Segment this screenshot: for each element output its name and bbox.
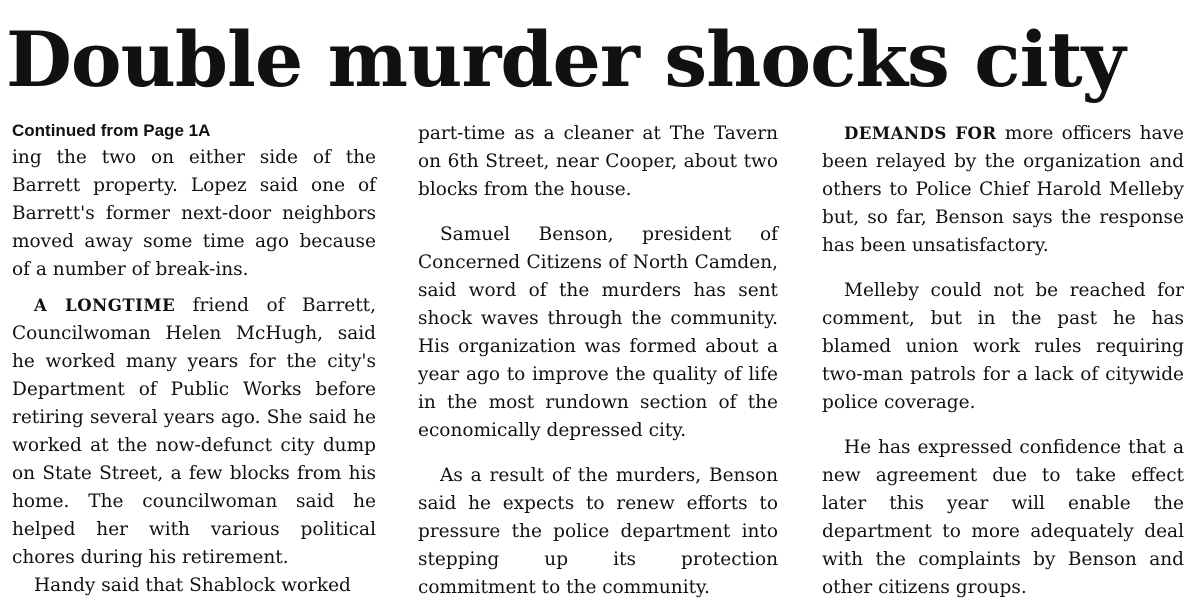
- paragraph: [12, 572, 376, 600]
- paragraph-text: friend of Barrett, Councilwoman Helen McHugh, said he worked many years for the city's Department of Public Works before retiring several years ago. She said he worked at the now-defunct city dump on State Street, a few blocks from his home. The councilwoman said he helped her with various political chores during his retirement.: [12, 295, 376, 568]
- paragraph-text: Handy said that Shablock worked: [34, 575, 351, 596]
- paragraph: [822, 434, 1184, 602]
- article-column-3: [822, 120, 1184, 602]
- paragraph-text: As a result of the murders, Benson said he expects to renew efforts to pressure the police department into stepping up its protection commitment to the community.: [418, 465, 778, 598]
- continued-line: Continued from Page 1A: [12, 121, 211, 140]
- paragraph-text: Samuel Benson, president of Concerned Citizens of North Camden, said word of the murders has sent shock waves through the community. His organization was formed about a year ago to improve the quality of life in the most rundown section of the economically depressed city.: [418, 224, 778, 441]
- paragraph-text: part-time as a cleaner at The Tavern on 6th Street, near Cooper, about two blocks from the house.: [418, 123, 778, 200]
- paragraph: [418, 221, 778, 445]
- paragraph: [418, 120, 778, 204]
- paragraph-text: He has expressed confidence that a new agreement due to take effect later this year will enable the department to more adequately deal with the complaints by Benson and other citizens groups.: [822, 437, 1184, 598]
- paragraph-text: ing the two on either side of the Barrett property. Lopez said one of Barrett's former next-door neighbors moved away some time ago because of a number of break-ins.: [12, 147, 376, 280]
- paragraph: [12, 144, 376, 284]
- paragraph-lead: A LONGTIME: [34, 296, 176, 315]
- paragraph: [822, 277, 1184, 417]
- paragraph-text: more officers have been relayed by the organization and others to Police Chief Harold Melleby but, so far, Benson says the response has been unsatisfactory.: [822, 123, 1184, 256]
- article-column-1: [12, 118, 376, 600]
- paragraph-lead: DEMANDS FOR: [844, 124, 997, 143]
- article-column-2: [418, 120, 778, 602]
- paragraph: [418, 462, 778, 602]
- paragraph-text: Melleby could not be reached for comment, but in the past he has blamed union work rules requiring two-man patrols for a lack of citywide police coverage.: [822, 280, 1184, 413]
- paragraph: [822, 120, 1184, 260]
- paragraph: [12, 292, 376, 572]
- headline: Double murder shocks city: [6, 15, 1125, 104]
